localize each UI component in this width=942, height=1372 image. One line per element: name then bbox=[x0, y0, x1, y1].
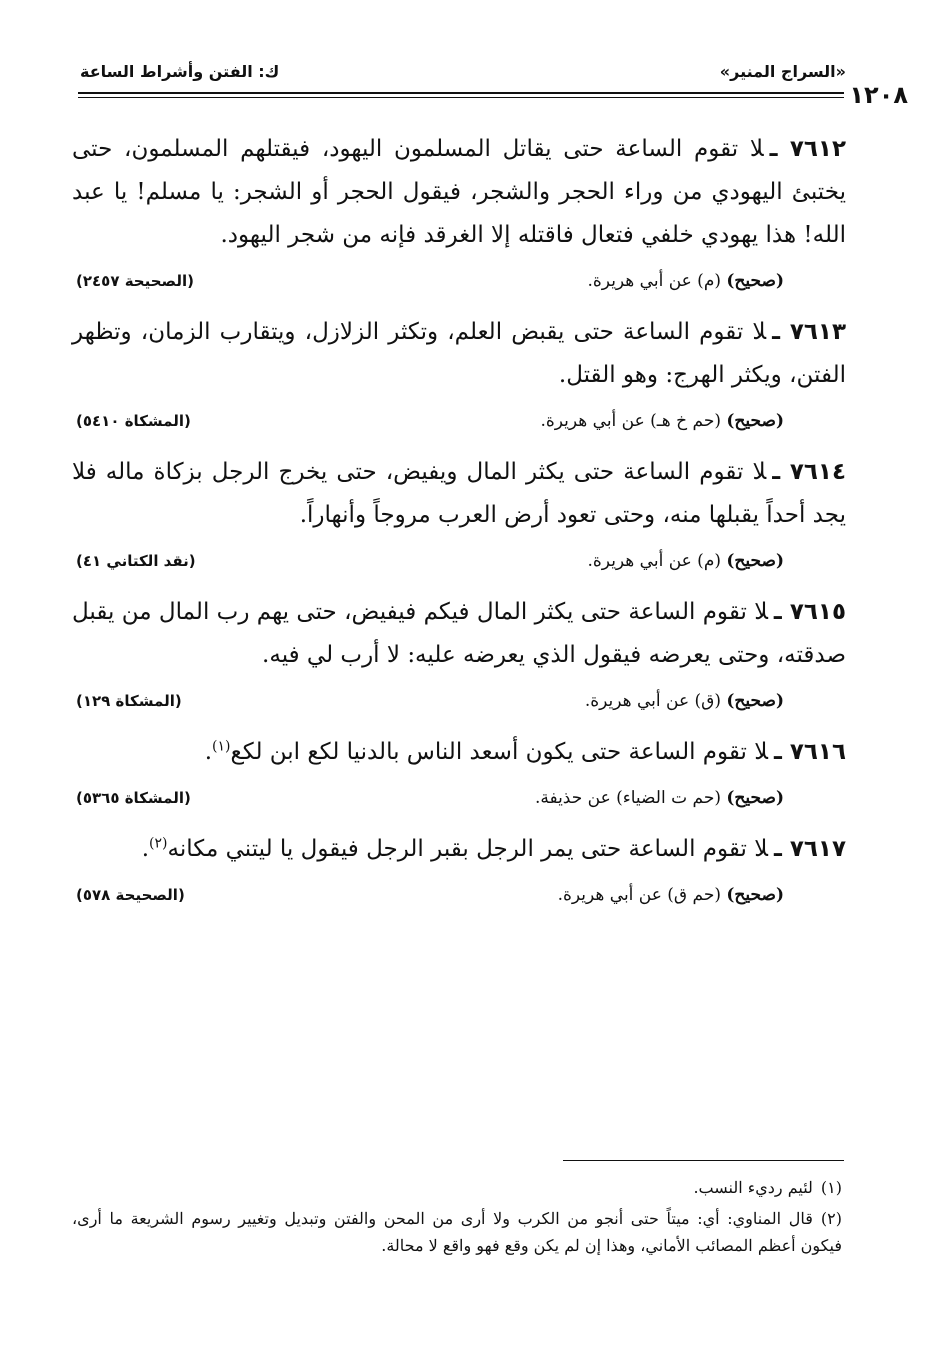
hadith-text bbox=[72, 311, 846, 397]
grade-row bbox=[72, 685, 846, 717]
hadith-body: لا تقوم الساعة حتى يقاتل المسلمون اليهود، فيقتلهم المسلمون، حتى يختبئ اليهودي من وراء الحجر والشجر، فيقول الحجر أو الشجر: يا مسلم! يا عبد الله! هذا يهودي خلفي فتعال فاقتله إلا الغرقد فإنه من شجر اليهود. bbox=[72, 136, 846, 248]
hadith-number: ٧٦١٧ ـ bbox=[773, 836, 846, 862]
hadith-entry-7614 bbox=[72, 451, 846, 577]
hadith-end: . bbox=[204, 739, 213, 765]
page-number: ١٢٠٨ bbox=[849, 81, 908, 109]
page-header bbox=[72, 58, 908, 108]
grade-attribution: (حم ت الضياء) عن حذيفة. bbox=[534, 788, 727, 808]
source-reference: (الصحيحة ٢٤٥٧) bbox=[76, 272, 194, 290]
grade-word: (صحيح) bbox=[726, 691, 784, 711]
source-reference: (نقد الكتاني ٤١) bbox=[76, 552, 196, 570]
grade-row bbox=[72, 545, 846, 577]
hadith-entry-7612 bbox=[72, 128, 846, 297]
grade-word: (صحيح) bbox=[726, 271, 784, 291]
hadith-body: لا تقوم الساعة حتى يكثر المال فيكم فيفيض، حتى يهم رب المال من يقبل صدقته، وحتى يعرضه فيقول الذي يعرضه عليه: لا أرب لي فيه. bbox=[72, 599, 846, 668]
hadith-text bbox=[72, 128, 846, 257]
grade-attribution: (حم ق) عن أبي هريرة. bbox=[557, 885, 727, 905]
hadith-entry-7616 bbox=[72, 731, 846, 814]
header-rule-thin bbox=[78, 97, 844, 98]
footnote-text: لئيم رديء النسب. bbox=[693, 1178, 813, 1197]
hadith-entry-7615 bbox=[72, 591, 846, 717]
hadith-body: لا تقوم الساعة حتى يكثر المال ويفيض، حتى يخرج الرجل بزكاة ماله فلا يجد أحداً يقبلها منه، وحتى تعود أرض العرب مروجاً وأنهاراً. bbox=[72, 459, 846, 528]
footnote-separator bbox=[563, 1160, 844, 1161]
grade-attribution: (ق) عن أبي هريرة. bbox=[584, 691, 727, 711]
hadith-number: ٧٦١٦ ـ bbox=[773, 739, 846, 765]
source-reference: (المشكاة ٥٣٦٥) bbox=[76, 789, 191, 807]
footnote-number: (٢) bbox=[820, 1209, 843, 1228]
hadith-list bbox=[72, 128, 846, 925]
hadith-number: ٧٦١٣ ـ bbox=[772, 319, 846, 345]
footnote-marker: (٢) bbox=[149, 835, 168, 852]
hadith-end: . bbox=[141, 836, 150, 862]
grade-word: (صحيح) bbox=[726, 551, 784, 571]
hadith-text bbox=[72, 451, 846, 537]
grade-row bbox=[72, 782, 846, 814]
grade-row bbox=[72, 879, 846, 911]
header-rule bbox=[78, 92, 844, 94]
hadith-number: ٧٦١٥ ـ bbox=[773, 599, 846, 625]
footnote-marker: (١) bbox=[212, 738, 231, 755]
hadith-body: لا تقوم الساعة حتى يمر الرجل بقبر الرجل فيقول يا ليتني مكانه bbox=[167, 836, 768, 862]
footnote-number: (١) bbox=[820, 1178, 842, 1197]
hadith-grade bbox=[588, 545, 785, 577]
footnote-2 bbox=[72, 1205, 842, 1259]
grade-row bbox=[72, 405, 846, 437]
source-reference: (المشكاة ٥٤١٠) bbox=[76, 412, 191, 430]
grade-word: (صحيح) bbox=[726, 411, 784, 431]
source-reference: (الصحيحة ٥٧٨) bbox=[76, 886, 185, 904]
grade-attribution: (حم خ هـ) عن أبي هريرة. bbox=[540, 411, 727, 431]
hadith-grade bbox=[558, 879, 784, 911]
grade-word: (صحيح) bbox=[726, 885, 784, 905]
hadith-grade bbox=[535, 782, 784, 814]
footnote-1 bbox=[72, 1174, 842, 1201]
grade-attribution: (م) عن أبي هريرة. bbox=[587, 551, 727, 571]
hadith-entry-7613 bbox=[72, 311, 846, 437]
hadith-number: ٧٦١٢ ـ bbox=[769, 136, 846, 162]
footnote-text: قال المناوي: أي: ميتاً حتى أنجو من الكرب ولا أرى من المحن والفتن وتبديل وتغيير رسوم الشريعة ما أرى، فيكون أعظم المصائب الأماني، وهذا إن لم يكن وقع فهو واقع لا محالة. bbox=[72, 1209, 842, 1255]
hadith-text bbox=[72, 828, 846, 871]
hadith-grade bbox=[585, 685, 784, 717]
grade-row bbox=[72, 265, 846, 297]
chapter-title: ك: الفتن وأشراط الساعة bbox=[80, 62, 280, 81]
hadith-grade bbox=[588, 265, 785, 297]
hadith-text bbox=[72, 731, 846, 774]
book-title: «السراج المنير» bbox=[719, 62, 846, 81]
source-reference: (المشكاة ١٢٩) bbox=[76, 692, 182, 710]
hadith-number: ٧٦١٤ ـ bbox=[772, 459, 847, 485]
hadith-entry-7617 bbox=[72, 828, 846, 911]
hadith-text bbox=[72, 591, 846, 677]
footnotes bbox=[72, 1174, 842, 1263]
hadith-body: لا تقوم الساعة حتى يكون أسعد الناس بالدنيا لكع ابن لكع bbox=[230, 739, 768, 765]
grade-word: (صحيح) bbox=[726, 788, 784, 808]
grade-attribution: (م) عن أبي هريرة. bbox=[587, 271, 727, 291]
hadith-grade bbox=[540, 405, 784, 437]
hadith-body: لا تقوم الساعة حتى يقبض العلم، وتكثر الزلازل، ويتقارب الزمان، وتظهر الفتن، ويكثر الهرج: وهو القتل. bbox=[72, 319, 846, 388]
